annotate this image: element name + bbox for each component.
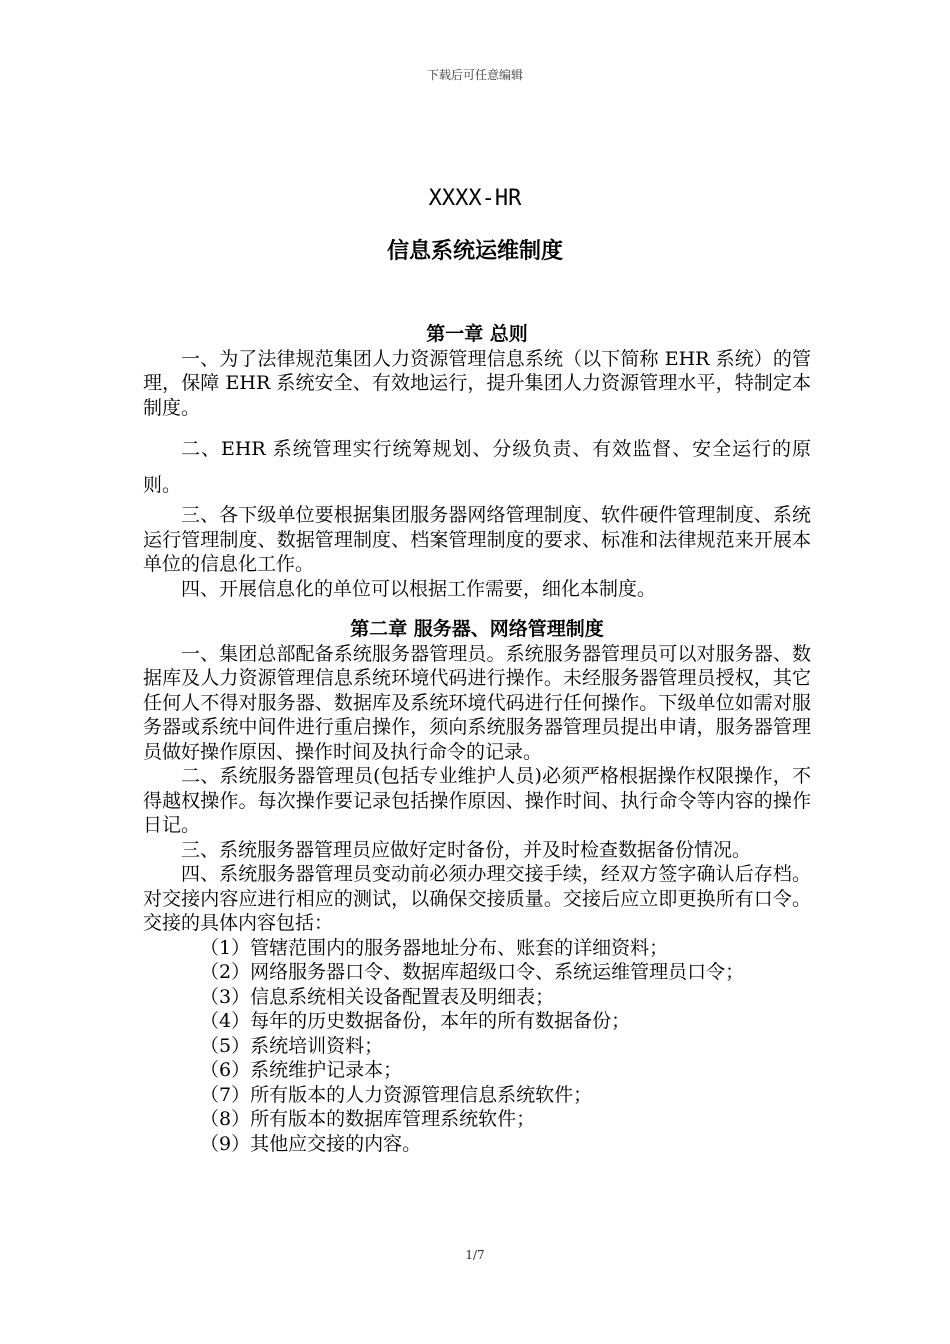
chapter-1-paragraph-1: 一、为了法律规范集团人力资源管理信息系统（以下简称 EHR 系统）的管理，保障 EHR 系统安全、有效地运行，提升集团人力资源管理水平，特制定本制度。: [143, 347, 811, 419]
chapter-2-heading: 第二章 服务器、网络管理制度: [350, 618, 604, 640]
handover-item-3: （3）信息系统相关设备配置表及明细表；: [200, 985, 555, 1008]
chapter-1-heading: 第一章 总则: [426, 323, 528, 345]
handover-item-6: （6）系统维护记录本；: [200, 1059, 403, 1081]
chapter-2-paragraph-3: 三、系统服务器管理员应做好定时备份，并及时检查数据备份情况。: [181, 838, 752, 861]
page-number: 1/7: [465, 1248, 485, 1262]
chapter-1-paragraph-2: 二、EHR 系统管理实行统筹规划、分级负责、有效监督、安全运行的原则。: [143, 438, 811, 496]
document-body: [143, 322, 811, 1156]
handover-item-1: （1）管辖范围内的服务器地址分布、账套的详细资料；: [200, 936, 669, 959]
handover-item-8: （8）所有版本的数据库管理系统软件；: [200, 1108, 536, 1130]
chapter-2-paragraph-4: 四、系统服务器管理员变动前必须办理交接手续，经双方签字确认后存档。对交接内容应进行相应的测试，以确保交接质量。交接后应立即更换所有口令。交接的具体内容包括：: [143, 863, 811, 934]
chapter-2-paragraph-2: 二、系统服务器管理员(包括专业维护人员)必须严格根据操作权限操作，不得越权操作。每次操作要记录包括操作原因、操作时间、执行命令等内容的操作日记。: [143, 765, 811, 836]
handover-item-5: （5）系统培训资料；: [200, 1034, 384, 1057]
page-header: 下载后可任意编辑: [426, 68, 523, 82]
chapter-1-paragraph-3: 三、各下级单位要根据集团服务器网络管理制度、软件硬件管理制度、系统运行管理制度、数据管理制度、档案管理制度的要求、标准和法律规范来开展本单位的信息化工作。: [143, 504, 811, 575]
document-title: 信息系统运维制度: [386, 239, 563, 264]
handover-item-4: （4）每年的历史数据备份，本年的所有数据备份；: [200, 1010, 631, 1032]
document-title-code: XXXX-HR: [428, 186, 522, 211]
handover-item-2: （2）网络服务器口令、数据库超级口令、系统运维管理员口令；: [200, 961, 745, 983]
handover-item-9: （9）其他应交接的内容。: [200, 1132, 422, 1155]
handover-item-7: （7）所有版本的人力资源管理信息系统软件；: [200, 1083, 593, 1106]
chapter-2-paragraph-1: 一、集团总部配备系统服务器管理员。系统服务器管理员可以对服务器、数据库及人力资源管理信息系统环境代码进行操作。未经服务器管理员授权，其它任何人不得对服务器、数据库及系统环境代码进行任何操作。下级单位如需对服务器或系统中间件进行重启操作，须向系统服务器管理员提出申请，服务器管理员做好操作原因、操作时间及执行命令的记录。: [143, 642, 811, 763]
chapter-1-paragraph-4: 四、开展信息化的单位可以根据工作需要，细化本制度。: [181, 577, 657, 600]
